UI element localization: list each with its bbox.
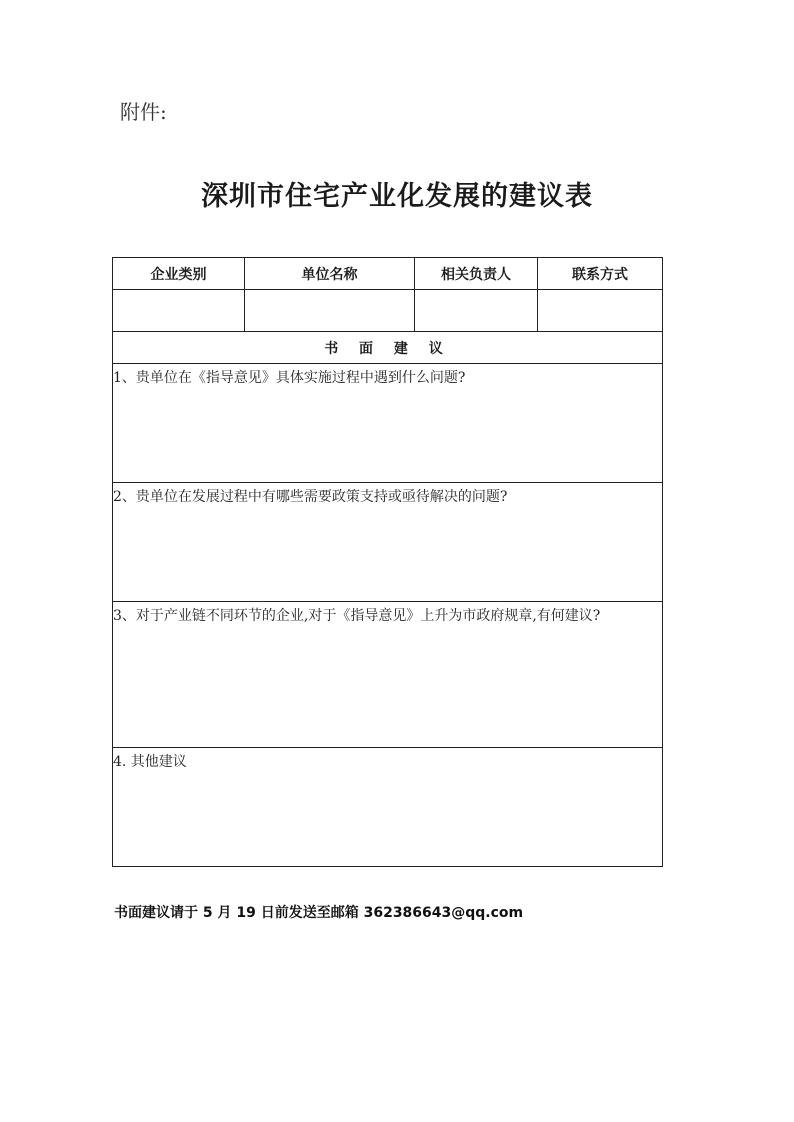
question-3[interactable] — [113, 602, 663, 748]
question-2[interactable] — [113, 483, 663, 602]
attachment-label: 附件: — [120, 100, 167, 124]
header-person-in-charge: 相关负责人 — [415, 258, 538, 290]
question-2-text: 2、贵单位在发展过程中有哪些需要政策支持或亟待解决的问题? — [113, 489, 508, 505]
section-row — [113, 332, 663, 364]
header-enterprise-type: 企业类别 — [113, 258, 245, 290]
section-title: 书 面 建 议 — [113, 332, 663, 364]
submission-note: 书面建议请于 5 月 19 日前发送至邮箱 362386643@qq.com — [114, 905, 524, 921]
unit-name-field[interactable] — [245, 290, 415, 332]
question-1[interactable] — [113, 364, 663, 483]
header-unit-name: 单位名称 — [245, 258, 415, 290]
question-row — [113, 602, 663, 748]
question-4-text: 4. 其他建议 — [113, 754, 187, 770]
question-row — [113, 748, 663, 867]
contact-field[interactable] — [538, 290, 663, 332]
header-contact: 联系方式 — [538, 258, 663, 290]
question-row — [113, 483, 663, 602]
enterprise-type-field[interactable] — [113, 290, 245, 332]
suggestion-form-table — [112, 257, 663, 867]
person-in-charge-field[interactable] — [415, 290, 538, 332]
question-row — [113, 364, 663, 483]
question-3-text: 3、对于产业链不同环节的企业,对于《指导意见》上升为市政府规章,有何建议? — [113, 608, 601, 624]
header-row — [113, 258, 663, 290]
question-4[interactable] — [113, 748, 663, 867]
input-row — [113, 290, 663, 332]
question-1-text: 1、贵单位在《指导意见》具体实施过程中遇到什么问题? — [113, 370, 466, 386]
page-title: 深圳市住宅产业化发展的建议表 — [201, 181, 593, 212]
